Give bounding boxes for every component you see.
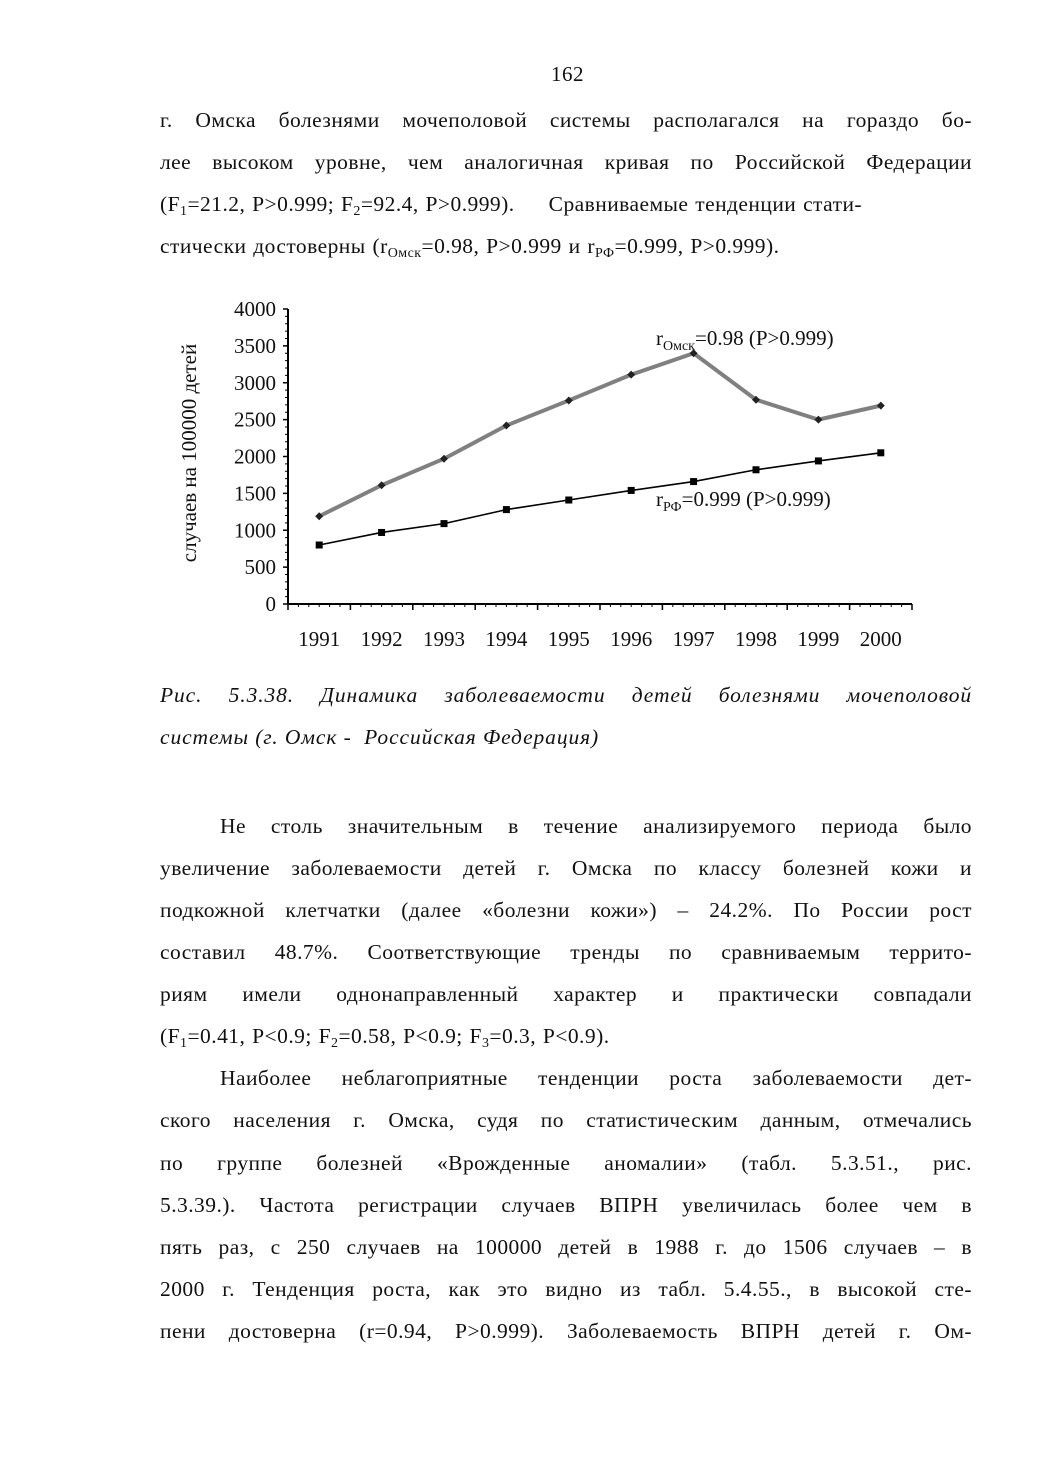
x-tick-label: 1991 xyxy=(298,627,341,651)
text-span: =0.3, P<0.9). xyxy=(489,1024,610,1048)
subscript: Омск xyxy=(387,246,422,261)
text-line xyxy=(160,231,972,261)
subscript: 2 xyxy=(331,1036,339,1051)
y-tick-label: 1500 xyxy=(234,481,276,506)
correlation-annotation: $r_{Омск}=0.98$ (P>0.999) xyxy=(656,326,834,354)
y-tick-label: 2500 xyxy=(234,407,276,432)
text-span: (F xyxy=(160,1024,181,1048)
data-point-square xyxy=(628,487,635,494)
text-span: =92.4, P>0.999). Сравниваемые тенденции стати- xyxy=(360,192,863,216)
y-tick-label: 0 xyxy=(265,592,276,616)
data-point-square xyxy=(316,542,323,549)
text-line xyxy=(160,1021,972,1051)
x-tick-label: 1997 xyxy=(672,627,715,651)
subscript: 3 xyxy=(481,1036,490,1051)
x-tick-label: 1994 xyxy=(485,627,528,651)
text-span: =0.98, P>0.999 и r xyxy=(421,234,595,258)
text-span: =21.2, P>0.999; F xyxy=(187,192,354,216)
y-tick-label: 2000 xyxy=(234,444,276,469)
y-tick-label: 3500 xyxy=(234,333,276,358)
y-tick-label: 1000 xyxy=(234,518,276,543)
y-tick-label: 4000 xyxy=(234,297,276,321)
text-span: =0.58, P<0.9; F xyxy=(338,1024,482,1048)
data-point-square xyxy=(441,520,448,527)
figure-caption-line: системы (г. Омск - Российская Федерация) xyxy=(160,725,600,749)
text-span: =0.41, P<0.9; F xyxy=(187,1024,331,1048)
correlation-annotation: $r_{РФ}=0.999$ (P>0.999) xyxy=(656,487,831,515)
text-span: =0.999, P>0.999). xyxy=(614,234,780,258)
subscript: 1 xyxy=(180,204,188,219)
text-line: подкожной клетчатки (далее «болезни кожи») – 24.2%. По России рост xyxy=(160,898,972,922)
data-point-square xyxy=(815,457,822,464)
text-line: лее высоком уровне, чем аналогичная кривая по Российской Федерации xyxy=(160,150,972,174)
data-point-square xyxy=(565,497,572,504)
text-line: пять раз, с 250 случаев на 100000 детей в 1988 г. до 1506 случаев – в xyxy=(160,1235,972,1259)
subscript: РФ xyxy=(594,246,615,261)
text-span: (F xyxy=(160,192,181,216)
line-chart xyxy=(170,290,930,660)
y-tick-label: 500 xyxy=(244,555,276,580)
page-number: 162 xyxy=(551,62,584,86)
text-line: по группе болезней «Врожденные аномалии» (табл. 5.3.51., рис. xyxy=(160,1151,972,1175)
text-line: составил 48.7%. Соответствующие тренды по сравниваемым террито- xyxy=(160,940,972,964)
text-line: 2000 г. Тенденция роста, как это видно из табл. 5.4.55., в высокой сте- xyxy=(160,1277,972,1301)
figure-caption-line: Рис. 5.3.38. Динамика заболеваемости детей болезнями мочеполовой xyxy=(160,683,972,707)
y-axis-label: случаев на 100000 детей xyxy=(177,343,201,563)
subscript: 1 xyxy=(180,1036,188,1051)
y-tick-label: 3000 xyxy=(234,370,276,395)
text-line: ского населения г. Омска, судя по статистическим данным, отмечались xyxy=(160,1108,972,1132)
text-line: Наиболее неблагоприятные тенденции роста заболеваемости дет- xyxy=(220,1066,972,1090)
x-tick-label: 1995 xyxy=(547,627,590,651)
text-line xyxy=(160,189,972,219)
data-point-square xyxy=(877,449,884,456)
data-point-square xyxy=(378,529,385,536)
text-line: Не столь значительным в течение анализируемого периода было xyxy=(220,814,972,838)
text-line: пени достоверна (r=0.94, P>0.999). Заболеваемость ВПРН детей г. Ом- xyxy=(160,1319,972,1343)
text-line: г. Омска болезнями мочеполовой системы располагался на гораздо бо- xyxy=(160,108,972,132)
subscript: 2 xyxy=(353,204,361,219)
data-point-square xyxy=(503,506,510,513)
text-span: стически достоверны (r xyxy=(160,234,388,258)
x-tick-label: 1993 xyxy=(423,627,465,651)
text-line: риям имели однонаправленный характер и практически совпадали xyxy=(160,982,972,1006)
data-point-diamond xyxy=(877,402,885,410)
text-line: 5.3.39.). Частота регистрации случаев ВПРН увеличилась более чем в xyxy=(160,1193,972,1217)
x-tick-label: 1998 xyxy=(735,627,777,651)
text-line: увеличение заболеваемости детей г. Омска по классу болезней кожи и xyxy=(160,856,972,880)
data-point-square xyxy=(753,466,760,473)
x-tick-label: 1999 xyxy=(797,627,840,651)
data-point-square xyxy=(690,478,697,485)
x-tick-label: 2000 xyxy=(859,627,902,651)
x-tick-label: 1996 xyxy=(610,627,653,651)
x-tick-label: 1992 xyxy=(360,627,403,651)
